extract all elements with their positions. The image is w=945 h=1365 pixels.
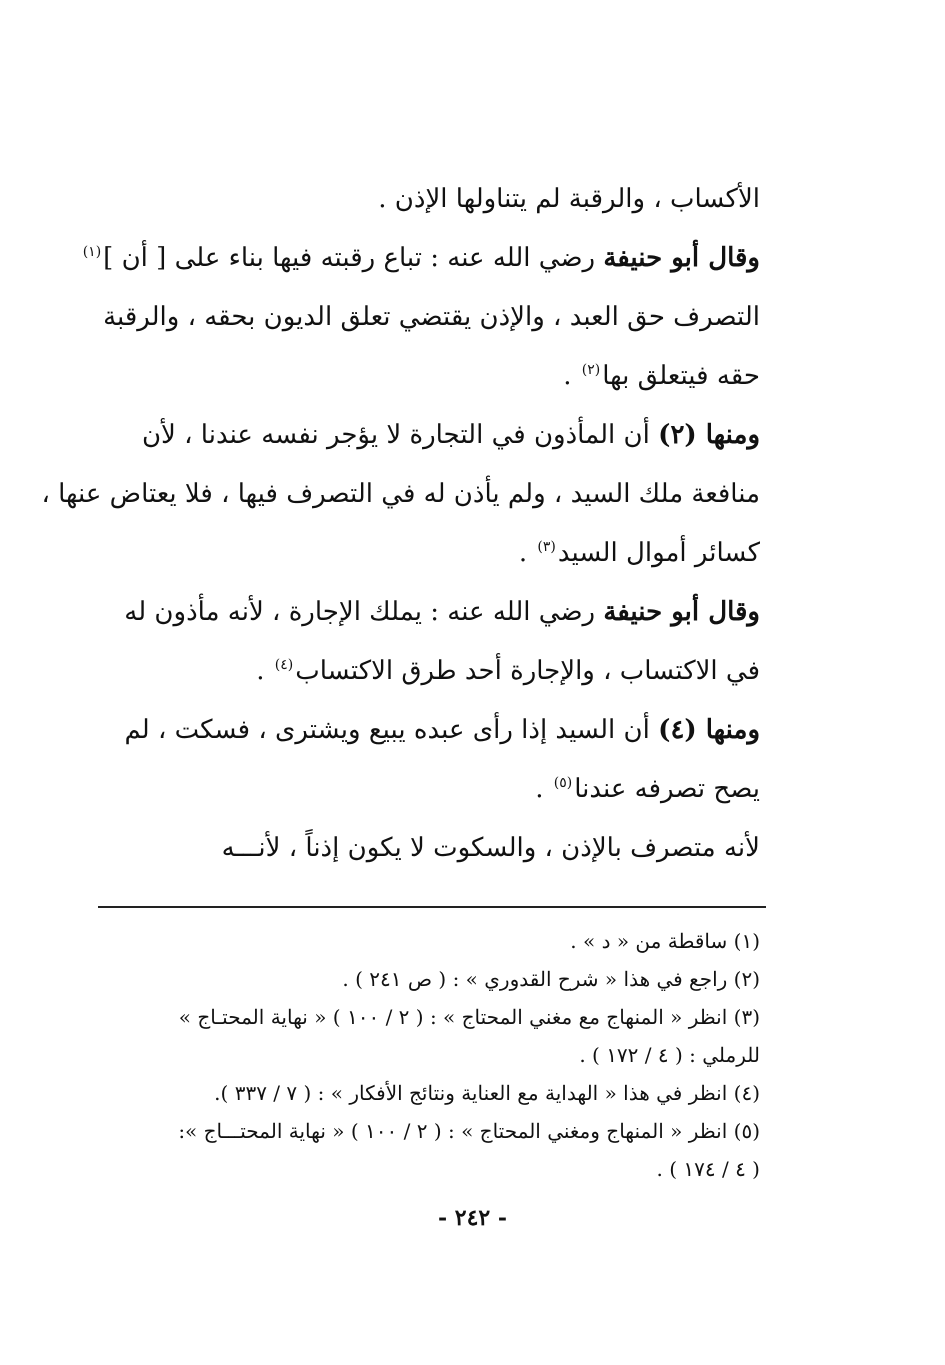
text-line-9: في الاكتساب ، والإجارة أحد طرق الاكتساب$^{(٤)}$ .	[256, 656, 760, 686]
text-line-5: ومنها (٢) أن المأذون في التجارة لا يؤجر نفسه عندنا ، لأن	[141, 420, 760, 450]
text-line-7: كسائر أموال السيد$^{(٣)}$ .	[518, 538, 760, 568]
main-text	[41, 170, 760, 878]
footnote-divider	[98, 906, 766, 908]
text-line-2: وقال أبو حنيفة رضي الله عنه : تباع رقبته فيها بناء على [ أن ]$^{(١)}$	[82, 243, 760, 273]
text-line-8: وقال أبو حنيفة رضي الله عنه : يملك الإجارة ، لأنه مأذون له	[124, 597, 760, 627]
footnotes	[100, 922, 760, 1188]
footnote-ref-3: (٣)	[537, 539, 556, 556]
text-line-10: ومنها (٤) أن السيد إذا رأى عبده يبيع ويشترى ، فسكت ، لم	[124, 715, 760, 745]
text-line-12: لأنه متصرف بالإذن ، والسكوت لا يكون إذناً ، لأنـــه	[221, 833, 760, 863]
text-line-11: يصح تصرفه عندنا$^{(٥)}$ .	[535, 774, 760, 804]
footnote-1: (١) ساقطة من « د » .	[570, 929, 760, 953]
footnote-5-continued: ( ٤ / ١٧٤ ) .	[656, 1157, 760, 1181]
footnote-ref-2: (٢)	[581, 362, 601, 379]
footnote-4: (٤) انظر في هذا « الهداية مع العناية ونتائج الأفكار » : ( ٧ / ٣٣٧ ).	[214, 1081, 760, 1105]
text-line-3: التصرف حق العبد ، والإذن يقتضي تعلق الديون بحقه ، والرقبة	[103, 302, 760, 332]
page-number: - ٢٤٢ -	[437, 1205, 508, 1231]
footnote-2: (٢) راجع في هذا « شرح القدوري » : ( ص ٢٤١ ) .	[342, 967, 760, 991]
text-line-1: الأكساب ، والرقبة لم يتناولها الإذن .	[378, 184, 760, 214]
footnote-5: (٥) انظر « المنهاج ومغني المحتاج » : ( ٢ / ١٠٠ ) « نهاية المحتـــاج »:	[178, 1119, 760, 1143]
footnote-3: (٣) انظر « المنهاج مع مغني المحتاج » : ( ٢ / ١٠٠ ) « نهاية المحتـاج »	[178, 1005, 760, 1029]
text-line-6: منافعة ملك السيد ، ولم يأذن له في التصرف فيها ، فلا يعتاض عنها ،	[41, 479, 760, 509]
footnote-ref-5: (٥)	[553, 775, 573, 792]
footnote-ref-4: (٤)	[274, 657, 294, 674]
footnote-ref-1: (١)	[82, 244, 102, 261]
footnote-3-continued: للرملي : ( ٤ / ١٧٢ ) .	[579, 1043, 760, 1067]
text-line-4: حقه فيتعلق بها$^{(٢)}$ .	[563, 361, 760, 391]
